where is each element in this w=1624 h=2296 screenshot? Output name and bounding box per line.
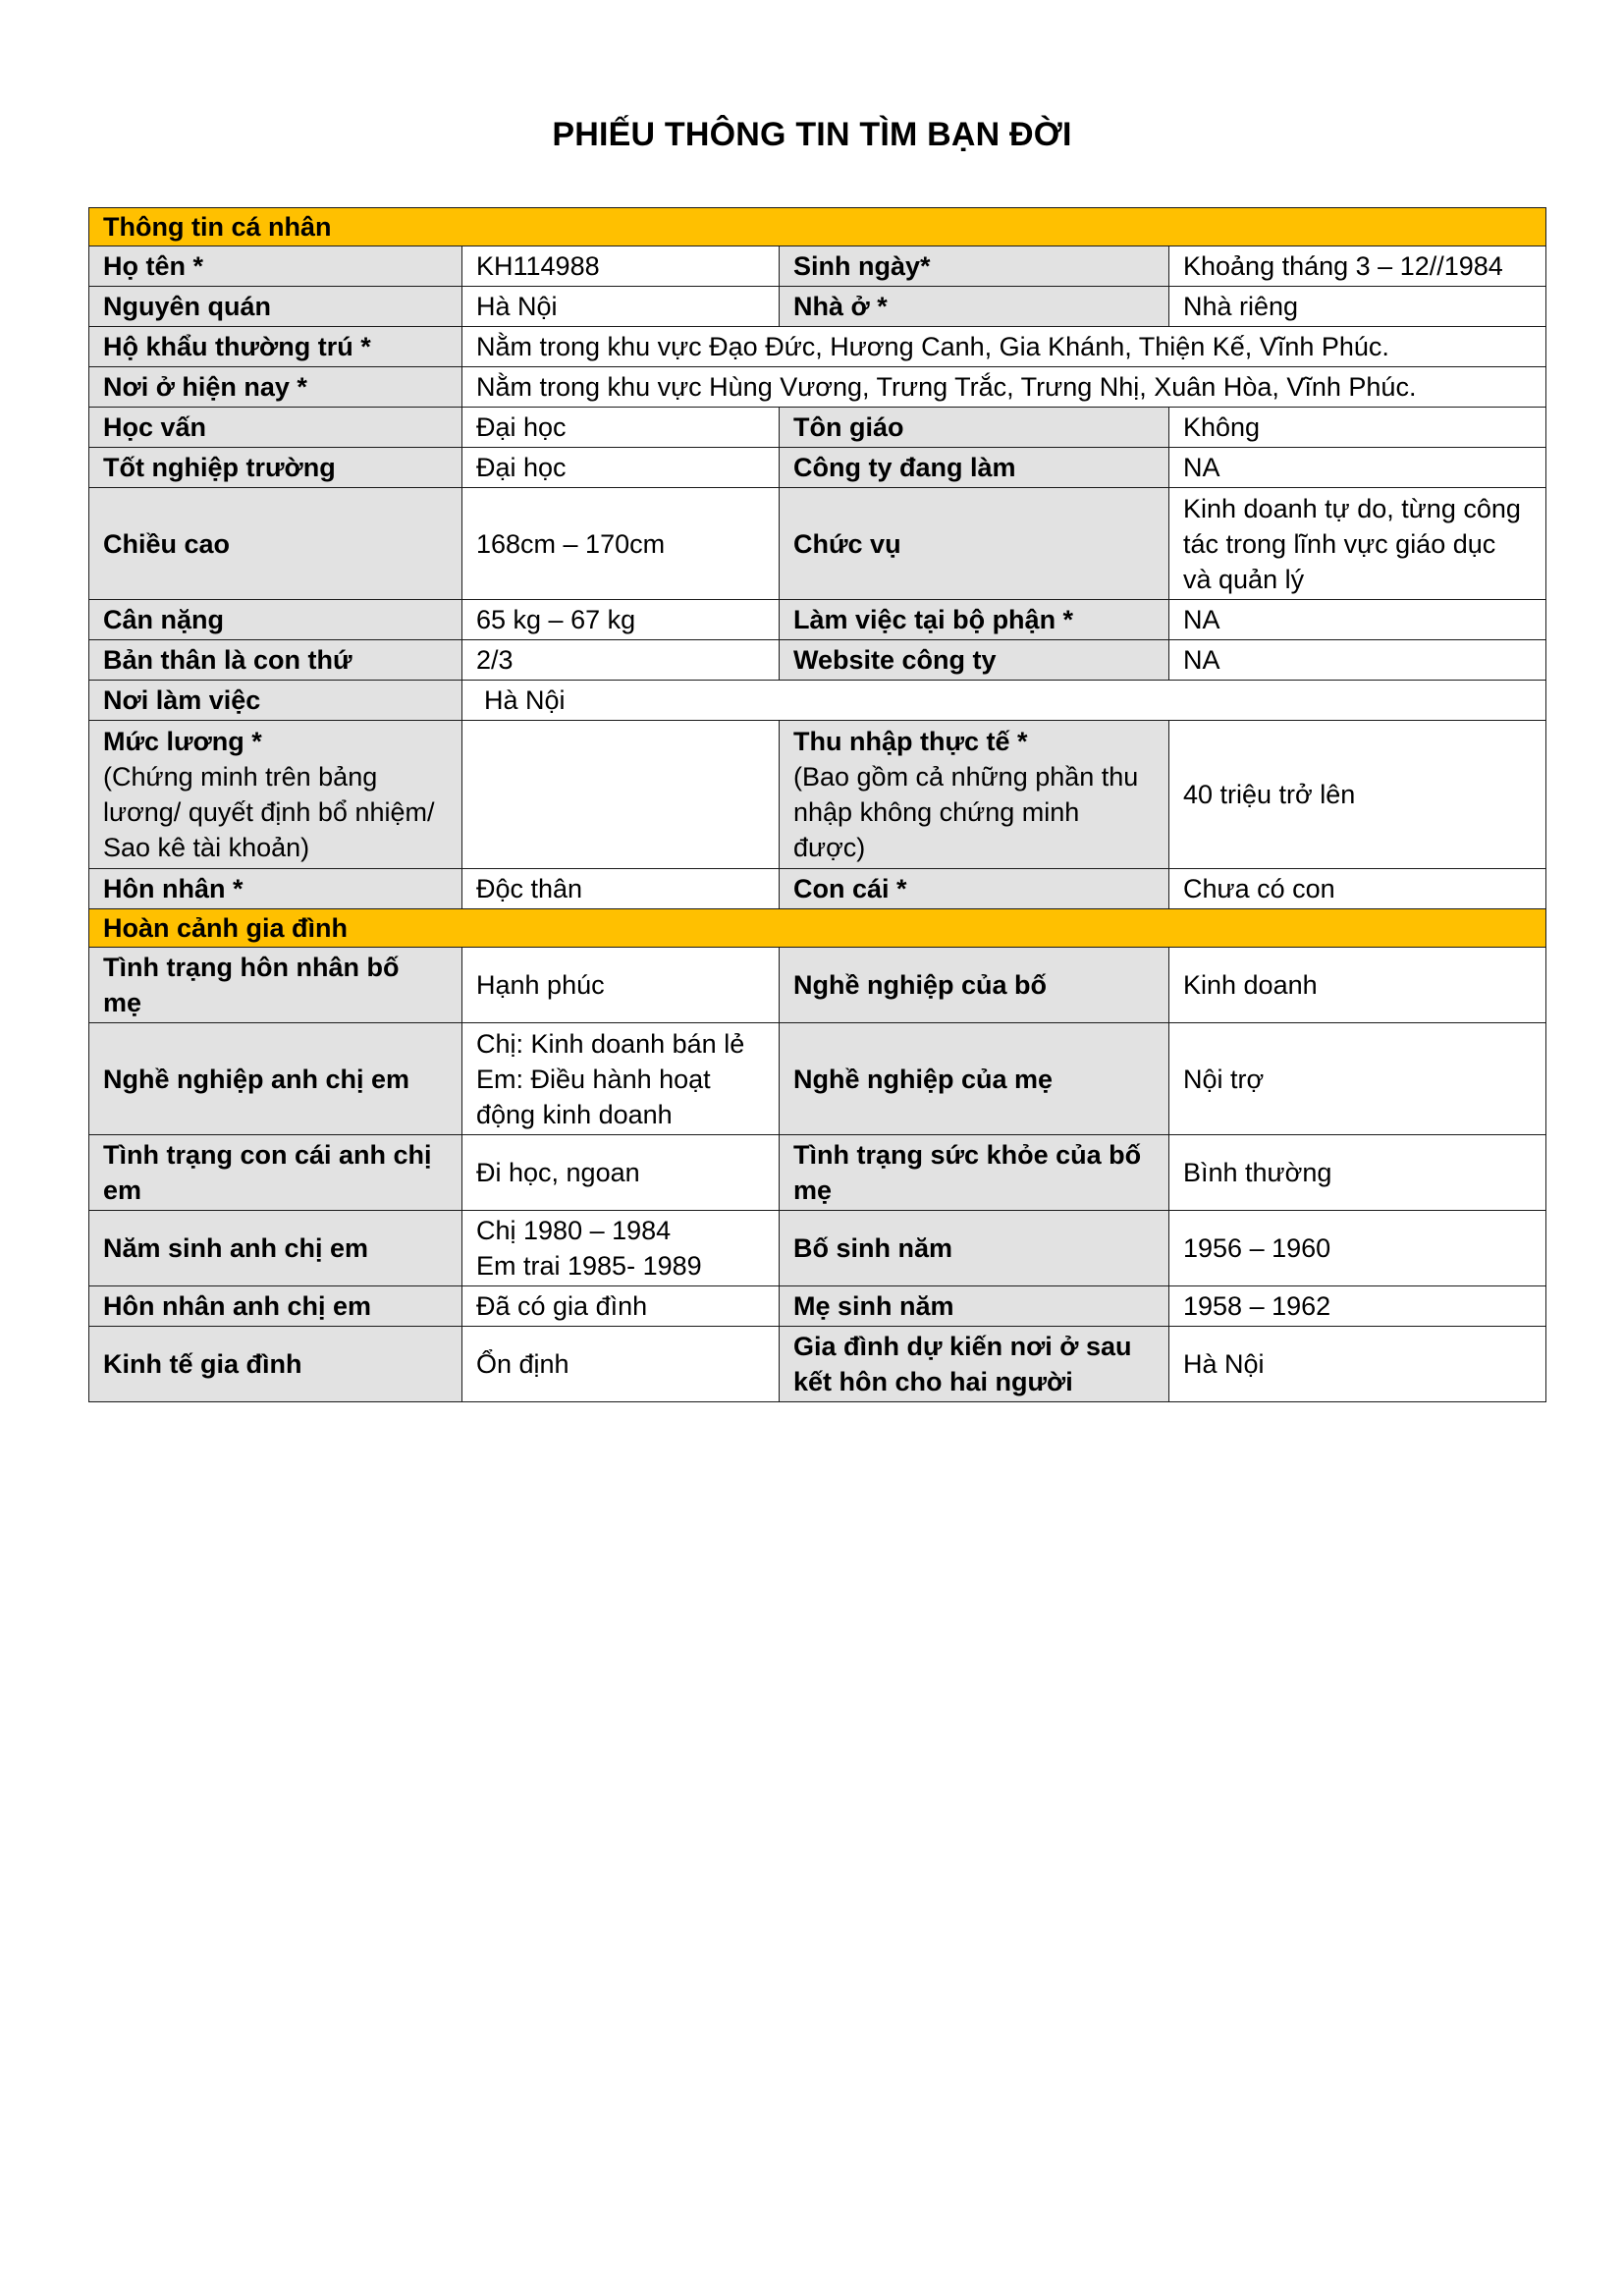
- noi-lam-viec-value: Hà Nội: [462, 681, 1546, 721]
- section-row-personal: [89, 208, 1546, 246]
- nghe-acem-line: Em: Điều hành hoạt: [476, 1064, 711, 1094]
- nghe-me-label: Nghề nghiệp của mẹ: [780, 1023, 1169, 1135]
- table-row: [89, 640, 1546, 681]
- nguyen-quan-label: Nguyên quán: [89, 287, 462, 327]
- thu-nhap-cell: [780, 721, 1169, 869]
- nam-sinh-acem-value: [462, 1211, 780, 1286]
- table-row: [89, 448, 1546, 488]
- noi-lam-viec-label: Nơi làm việc: [89, 681, 462, 721]
- table-row: [89, 287, 1546, 327]
- website-label: Website công ty: [780, 640, 1169, 681]
- can-nang-label: Cân nặng: [89, 600, 462, 640]
- chuc-vu-line: tác trong lĩnh vực giáo dục: [1183, 528, 1496, 559]
- cong-ty-value: NA: [1169, 448, 1546, 488]
- bo-phan-value: NA: [1169, 600, 1546, 640]
- hn-acem-value: Đã có gia đình: [462, 1286, 780, 1327]
- thu-nhap-value: 40 triệu trở lên: [1169, 721, 1546, 869]
- table-row: [89, 408, 1546, 448]
- chuc-vu-label: Chức vụ: [780, 488, 1169, 600]
- con-cai-acem-value: Đi học, ngoan: [462, 1135, 780, 1211]
- tot-nghiep-value: Đại học: [462, 448, 780, 488]
- table-row: [89, 600, 1546, 640]
- ho-khau-label: Hộ khẩu thường trú *: [89, 327, 462, 367]
- table-row: [89, 488, 1546, 600]
- table-row: [89, 1327, 1546, 1402]
- thu-nhap-note-line: được): [793, 833, 866, 862]
- ton-giao-label: Tôn giáo: [780, 408, 1169, 448]
- con-thu-label: Bản thân là con thứ: [89, 640, 462, 681]
- table-row: [89, 1286, 1546, 1327]
- table-row: [89, 948, 1546, 1023]
- muc-luong-cell: [89, 721, 462, 869]
- info-table: [88, 207, 1546, 1402]
- bo-phan-label: Làm việc tại bộ phận *: [780, 600, 1169, 640]
- du-kien-label-line: Gia đình dự kiến nơi ở sau: [793, 1332, 1132, 1361]
- section-family-title: Hoàn cảnh gia đình: [89, 909, 1546, 948]
- table-row: [89, 1135, 1546, 1211]
- du-kien-label-line: kết hôn cho hai người: [793, 1367, 1073, 1396]
- section-personal-title: Thông tin cá nhân: [89, 208, 1546, 246]
- tot-nghiep-label: Tốt nghiệp trường: [89, 448, 462, 488]
- website-value: NA: [1169, 640, 1546, 681]
- ho-ten-value: KH114988: [462, 246, 780, 287]
- can-nang-value: 65 kg – 67 kg: [462, 600, 780, 640]
- hn-acem-label: Hôn nhân anh chị em: [89, 1286, 462, 1327]
- table-row: [89, 869, 1546, 909]
- hn-bo-me-label-line: mẹ: [103, 988, 142, 1017]
- muc-luong-note-line: lương/ quyết định bổ nhiệm/: [103, 797, 435, 827]
- nha-o-label: Nhà ở *: [780, 287, 1169, 327]
- kinh-te-value: Ổn định: [462, 1327, 780, 1402]
- du-kien-value: Hà Nội: [1169, 1327, 1546, 1402]
- hn-bo-me-label: [89, 948, 462, 1023]
- hn-bo-me-value: Hạnh phúc: [462, 948, 780, 1023]
- cong-ty-label: Công ty đang làm: [780, 448, 1169, 488]
- con-cai-value: Chưa có con: [1169, 869, 1546, 909]
- bo-sinh-label: Bố sinh năm: [780, 1211, 1169, 1286]
- muc-luong-note-line: Sao kê tài khoản): [103, 833, 310, 862]
- du-kien-label: [780, 1327, 1169, 1402]
- muc-luong-label: Mức lương *: [103, 727, 262, 756]
- chieu-cao-value: 168cm – 170cm: [462, 488, 780, 600]
- table-row: [89, 681, 1546, 721]
- hoc-van-value: Đại học: [462, 408, 780, 448]
- me-sinh-label: Mẹ sinh năm: [780, 1286, 1169, 1327]
- table-row: [89, 327, 1546, 367]
- con-cai-acem-label-line: Tình trạng con cái anh chị: [103, 1140, 432, 1170]
- con-cai-acem-label-line: em: [103, 1175, 142, 1205]
- nghe-acem-line: Chị: Kinh doanh bán lẻ: [476, 1028, 745, 1059]
- kinh-te-label: Kinh tế gia đình: [89, 1327, 462, 1402]
- nam-sinh-acem-line: Em trai 1985- 1989: [476, 1251, 702, 1281]
- hoc-van-label: Học vấn: [89, 408, 462, 448]
- nghe-bo-value: Kinh doanh: [1169, 948, 1546, 1023]
- nha-o-value: Nhà riêng: [1169, 287, 1546, 327]
- chuc-vu-line: Kinh doanh tự do, từng công: [1183, 493, 1521, 523]
- muc-luong-note-line: (Chứng minh trên bảng: [103, 762, 378, 792]
- table-row: [89, 1211, 1546, 1286]
- nam-sinh-acem-line: Chị 1980 – 1984: [476, 1216, 672, 1245]
- suc-khoe-value: Bình thường: [1169, 1135, 1546, 1211]
- chuc-vu-line: và quản lý: [1183, 564, 1305, 594]
- hn-bo-me-label-line: Tình trạng hôn nhân bố: [103, 953, 400, 982]
- sinh-ngay-label: Sinh ngày*: [780, 246, 1169, 287]
- thu-nhap-label: Thu nhập thực tế *: [793, 727, 1028, 756]
- chuc-vu-value: [1169, 488, 1546, 600]
- table-row: [89, 367, 1546, 408]
- ton-giao-value: Không: [1169, 408, 1546, 448]
- nghe-acem-line: động kinh doanh: [476, 1099, 673, 1129]
- nguyen-quan-value: Hà Nội: [462, 287, 780, 327]
- ho-ten-label: Họ tên *: [89, 246, 462, 287]
- section-row-family: [89, 909, 1546, 948]
- sinh-ngay-value: Khoảng tháng 3 – 12//1984: [1169, 246, 1546, 287]
- con-cai-label: Con cái *: [780, 869, 1169, 909]
- con-cai-acem-label: [89, 1135, 462, 1211]
- nghe-bo-label: Nghề nghiệp của bố: [780, 948, 1169, 1023]
- thu-nhap-note-line: (Bao gồm cả những phần thu: [793, 762, 1139, 792]
- hon-nhan-value: Độc thân: [462, 869, 780, 909]
- con-thu-value: 2/3: [462, 640, 780, 681]
- thu-nhap-note-line: nhập không chứng minh: [793, 797, 1080, 827]
- nghe-acem-value: [462, 1023, 780, 1135]
- page-title: PHIẾU THÔNG TIN TÌM BẠN ĐỜI: [552, 116, 1072, 153]
- hon-nhan-label: Hôn nhân *: [89, 869, 462, 909]
- table-row: [89, 246, 1546, 287]
- noi-o-label: Nơi ở hiện nay *: [89, 367, 462, 408]
- chieu-cao-label: Chiều cao: [89, 488, 462, 600]
- suc-khoe-label-line: Tình trạng sức khỏe của bố: [793, 1140, 1142, 1170]
- nghe-acem-label: Nghề nghiệp anh chị em: [89, 1023, 462, 1135]
- suc-khoe-label: [780, 1135, 1169, 1211]
- nghe-me-value: Nội trợ: [1169, 1023, 1546, 1135]
- muc-luong-value: [462, 721, 780, 869]
- table-row: [89, 1023, 1546, 1135]
- noi-o-value: Nằm trong khu vực Hùng Vương, Trưng Trắc, Trưng Nhị, Xuân Hòa, Vĩnh Phúc.: [462, 367, 1546, 408]
- ho-khau-value: Nằm trong khu vực Đạo Đức, Hương Canh, Gia Khánh, Thiện Kế, Vĩnh Phúc.: [462, 327, 1546, 367]
- bo-sinh-value: 1956 – 1960: [1169, 1211, 1546, 1286]
- suc-khoe-label-line: mẹ: [793, 1175, 833, 1205]
- nam-sinh-acem-label: Năm sinh anh chị em: [89, 1211, 462, 1286]
- table-row: [89, 721, 1546, 869]
- me-sinh-value: 1958 – 1962: [1169, 1286, 1546, 1327]
